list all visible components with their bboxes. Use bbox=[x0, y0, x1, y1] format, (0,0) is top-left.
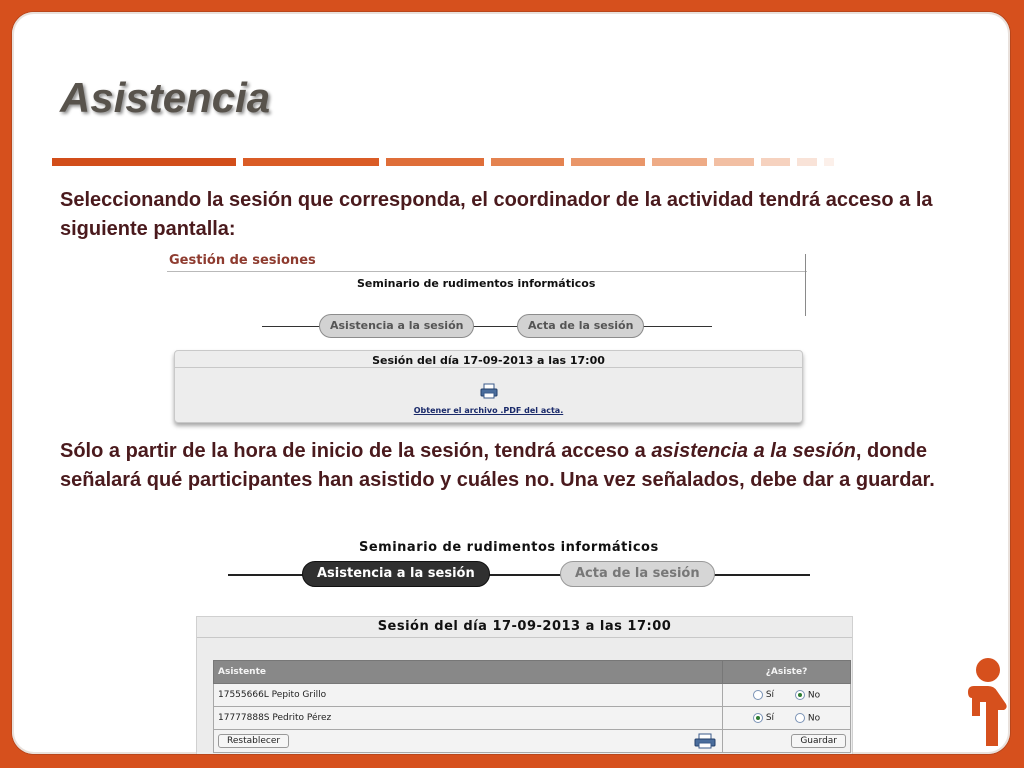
table-header-row bbox=[214, 661, 851, 684]
divider bbox=[805, 254, 806, 316]
seminar-title: Seminario de rudimentos informáticos bbox=[359, 540, 659, 555]
person-logo-icon bbox=[964, 658, 1010, 754]
bar-segment bbox=[571, 158, 645, 166]
attendee-name: 17777888S Pedrito Pérez bbox=[214, 707, 723, 730]
radio-no-label: No bbox=[807, 713, 821, 724]
instructions-emphasis: asistencia a la sesión bbox=[651, 440, 856, 462]
intro-paragraph: Seleccionando la sesión que corresponda, el coordinador de la actividad tendrá acceso a la siguiente pantalla: bbox=[60, 189, 933, 240]
session-box bbox=[174, 350, 803, 423]
instructions-text-2: , donde señalará qué participantes han asistido y cuáles no. Una vez señalados, debe dar a guardar. bbox=[60, 440, 935, 491]
screenshot-attendance bbox=[182, 530, 862, 754]
radio-no-label: No bbox=[807, 690, 821, 701]
bar-segment bbox=[714, 158, 754, 166]
radio-no[interactable] bbox=[795, 713, 805, 723]
footer-right-cell bbox=[723, 730, 851, 753]
table-row bbox=[214, 684, 851, 707]
radio-yes[interactable] bbox=[753, 713, 763, 723]
bar-segment bbox=[491, 158, 564, 166]
printer-icon[interactable] bbox=[694, 733, 716, 752]
divider bbox=[197, 637, 852, 638]
bar-segment bbox=[386, 158, 484, 166]
attends-radio-group bbox=[723, 684, 851, 707]
radio-no[interactable] bbox=[795, 690, 805, 700]
pdf-link[interactable]: Obtener el archivo .PDF del acta. bbox=[413, 406, 564, 415]
divider bbox=[167, 271, 807, 272]
divider bbox=[175, 367, 802, 368]
bar-segment bbox=[652, 158, 707, 166]
tab-attendance[interactable]: Asistencia a la sesión bbox=[302, 561, 490, 587]
radio-yes-label: Sí bbox=[765, 712, 775, 723]
table-row bbox=[214, 707, 851, 730]
session-label: Sesión del día 17-09-2013 a las 17:00 bbox=[377, 619, 672, 634]
radio-yes[interactable] bbox=[753, 690, 763, 700]
table-footer-row bbox=[214, 730, 851, 753]
seminar-title: Seminario de rudimentos informáticos bbox=[357, 277, 596, 290]
bar-segment bbox=[797, 158, 817, 166]
bar-segment bbox=[52, 158, 236, 166]
instructions-paragraph bbox=[60, 437, 960, 495]
screenshot-session-management bbox=[167, 250, 812, 415]
bar-segment bbox=[761, 158, 790, 166]
decorative-bars bbox=[52, 158, 852, 166]
slide bbox=[12, 12, 1010, 754]
bar-segment bbox=[824, 158, 834, 166]
instructions-text-1: Sólo a partir de la hora de inicio de la sesión, tendrá acceso a bbox=[60, 440, 652, 462]
column-header-attendee: Asistente bbox=[214, 661, 723, 684]
reset-button[interactable]: Restablecer bbox=[218, 734, 289, 748]
tab-minutes[interactable]: Acta de la sesión bbox=[560, 561, 715, 587]
session-label: Sesión del día 17-09-2013 a las 17:00 bbox=[372, 354, 605, 367]
footer-left-cell bbox=[214, 730, 723, 753]
bar-segment bbox=[243, 158, 379, 166]
printer-icon[interactable] bbox=[480, 383, 498, 404]
attends-radio-group bbox=[723, 707, 851, 730]
attendance-panel bbox=[196, 616, 853, 754]
radio-yes-label: Sí bbox=[765, 689, 775, 700]
tab-minutes[interactable]: Acta de la sesión bbox=[517, 314, 644, 338]
save-button[interactable]: Guardar bbox=[791, 734, 846, 748]
slide-title: Asistencia bbox=[60, 74, 271, 121]
tab-attendance[interactable]: Asistencia a la sesión bbox=[319, 314, 474, 338]
attendance-table bbox=[213, 660, 851, 753]
session-management-heading: Gestión de sesiones bbox=[169, 253, 316, 268]
attendee-name: 17555666L Pepito Grillo bbox=[214, 684, 723, 707]
column-header-attends: ¿Asiste? bbox=[723, 661, 851, 684]
